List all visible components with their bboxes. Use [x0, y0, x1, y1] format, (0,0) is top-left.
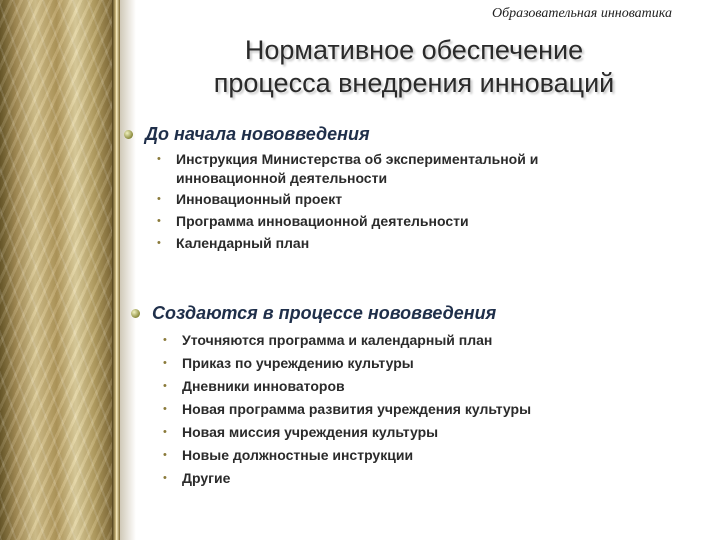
page-title	[180, 34, 648, 100]
list-item-text: Инновационный проект	[176, 191, 343, 207]
bullet-icon: •	[163, 357, 167, 369]
list-item	[154, 188, 624, 210]
title-line-1: Нормативное обеспечение	[244, 35, 584, 65]
bullet-icon: •	[157, 237, 161, 249]
list-item-text: Программа инновационной деятельности	[176, 213, 469, 229]
list-item	[160, 329, 700, 352]
bullet-icon: •	[163, 449, 167, 461]
bullet-icon	[131, 309, 140, 318]
list-item	[160, 467, 700, 490]
list-item	[154, 210, 624, 232]
bullet-icon: •	[157, 193, 161, 205]
list-during	[160, 329, 700, 490]
list-before	[154, 150, 624, 254]
list-item-text: Уточняются программа и календарный план	[182, 332, 493, 348]
bullet-icon: •	[163, 426, 167, 438]
list-item	[160, 352, 700, 375]
bullet-icon: •	[163, 403, 167, 415]
list-item-text: Дневники инноваторов	[182, 378, 345, 394]
list-item-text: Инструкция Министерства об экспериментальной и инновационной деятельности	[176, 151, 539, 186]
section-heading-during	[131, 303, 496, 324]
list-item-text: Новая миссия учреждения культуры	[182, 424, 439, 440]
section-heading-label: До начала нововведения	[145, 124, 370, 144]
list-item-text: Новая программа развития учреждения культуры	[182, 401, 532, 417]
list-item	[160, 421, 700, 444]
list-item-text: Приказ по учреждению культуры	[182, 355, 414, 371]
list-item	[160, 375, 700, 398]
list-item	[154, 150, 624, 188]
section-heading-before	[124, 124, 370, 145]
title-line-2: процесса внедрения инноваций	[213, 68, 615, 98]
list-item	[160, 444, 700, 467]
bullet-icon: •	[163, 472, 167, 484]
list-item	[154, 232, 624, 254]
bullet-icon: •	[163, 380, 167, 392]
list-item-text: Новые должностные инструкции	[182, 447, 414, 463]
list-item-text: Другие	[182, 470, 231, 486]
bullet-icon: •	[157, 153, 161, 165]
bullet-icon: •	[163, 334, 167, 346]
bullet-icon: •	[157, 215, 161, 227]
section-heading-label: Создаются в процессе нововведения	[152, 303, 497, 323]
list-item	[160, 398, 700, 421]
decorative-frame	[0, 0, 118, 540]
frame-edge	[112, 0, 120, 540]
header-note: Образовательная инноватика	[492, 6, 672, 21]
bullet-icon	[124, 130, 133, 139]
frame-shadow	[120, 0, 136, 540]
list-item-text: Календарный план	[176, 235, 310, 251]
